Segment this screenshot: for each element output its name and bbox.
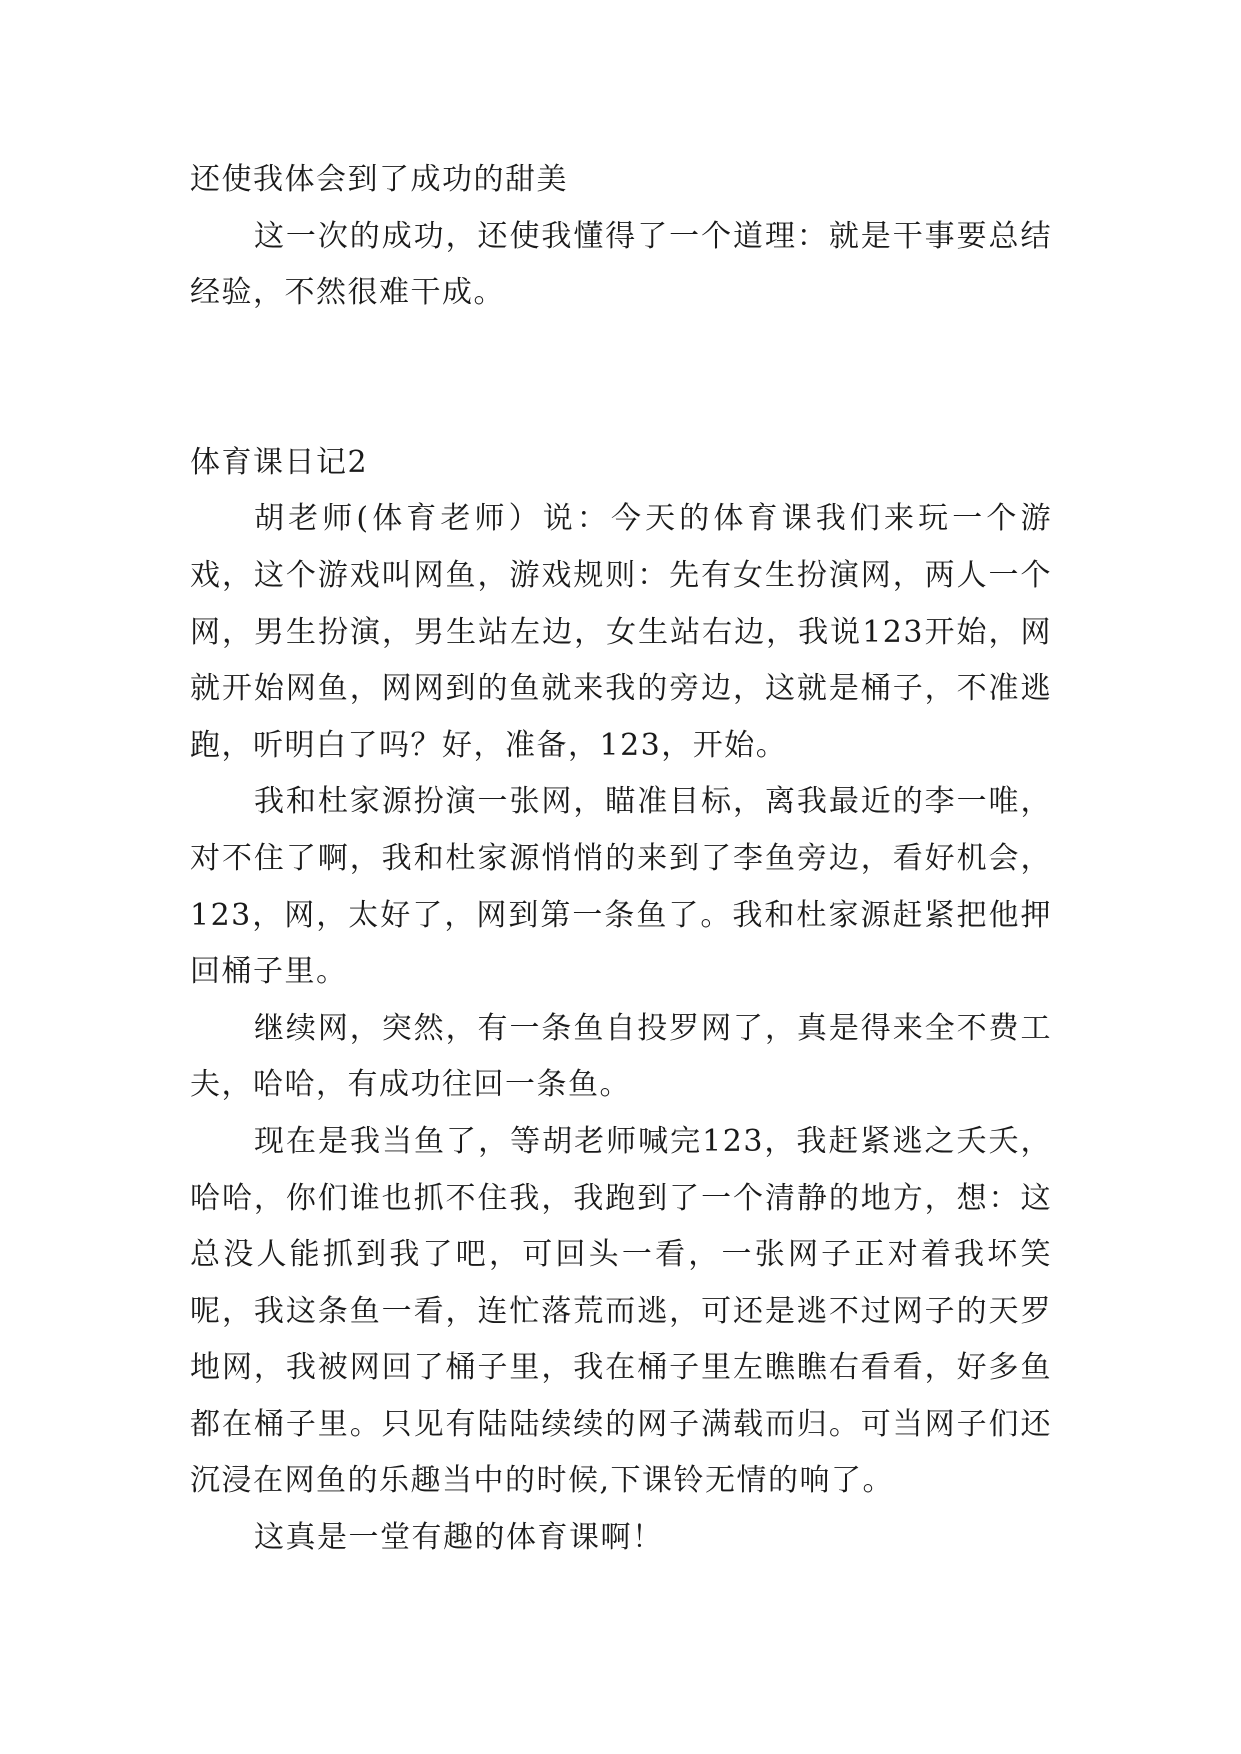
paragraph-second-catch: 继续网，突然，有一条鱼自投罗网了，真是得来全不费工夫，哈哈，有成功往回一条鱼。 (190, 1010, 1052, 1103)
document-body (190, 152, 1052, 1567)
section-heading: 体育课日记2 (190, 444, 369, 480)
paragraph-continuation: 还使我体会到了成功的甜美 (190, 162, 568, 197)
paragraph-game-rules: 胡老师(体育老师）说：今天的体育课我们来玩一个游戏，这个游戏叫网鱼，游戏规则：先有女生扮演网，两人一个网，男生扮演，男生站左边，女生站右边，我说123开始，网就开始网鱼，网网到的鱼就来我的旁边，这就是桶子，不准逃跑，听明白了吗？好，准备，123，开始。 (190, 501, 1052, 763)
paragraph-first-catch: 我和杜家源扮演一张网，瞄准目标，离我最近的李一唯，对不住了啊，我和杜家源悄悄的来到了李鱼旁边，看好机会，123，网，太好了，网到第一条鱼了。我和杜家源赶紧把他押回桶子里。 (190, 784, 1052, 990)
paragraph-conclusion: 这真是一堂有趣的体育课啊！ (254, 1520, 664, 1556)
section-spacer (190, 322, 1052, 435)
paragraph-being-fish: 现在是我当鱼了，等胡老师喊完123，我赶紧逃之夭夭，哈哈，你们谁也抓不住我，我跑到了一个清静的地方，想：这总没人能抓到我了吧，可回头一看，一张网子正对着我坏笑呢，我这条鱼一看，连忙落荒而逃，可还是逃不过网子的天罗地网，我被网回了桶子里，我在桶子里左瞧瞧右看看，好多鱼都在桶子里。只见有陆陆续续的网子满载而归。可当网子们还沉浸在网鱼的乐趣当中的时候,下课铃无情的响了。 (190, 1123, 1052, 1499)
paragraph-lesson: 这一次的成功，还使我懂得了一个道理：就是干事要总结经验，不然很难干成。 (190, 218, 1052, 311)
